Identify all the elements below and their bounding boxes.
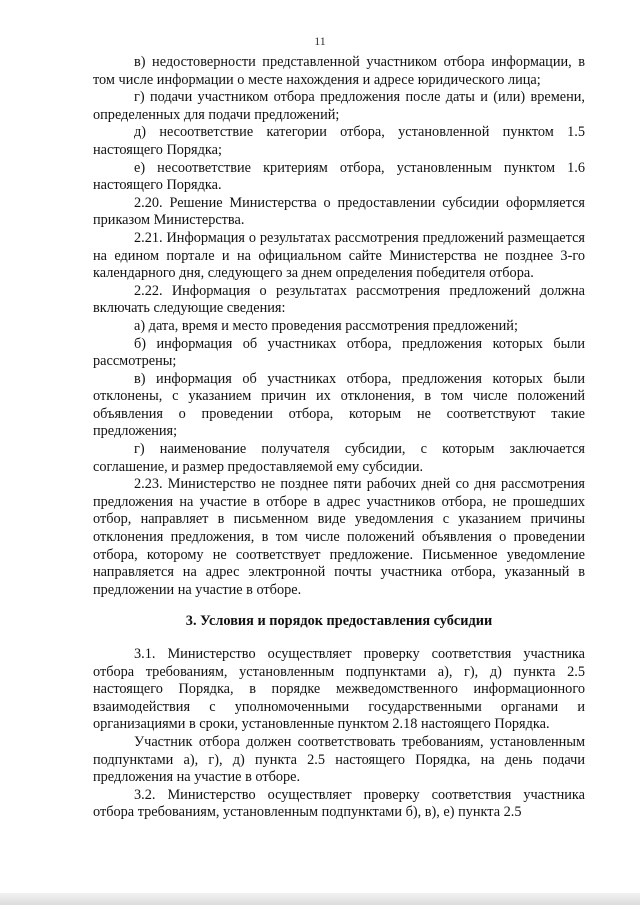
document-body xyxy=(93,54,585,822)
paragraph-e-criteria-mismatch: е) несоответствие критериям отбора, установленным пунктом 1.6 настоящего Порядка. xyxy=(93,159,585,194)
scan-bottom-edge xyxy=(0,893,640,905)
paragraph-2-23: 2.23. Министерство не позднее пяти рабочих дней со дня рассмотрения предложения на участие в отборе в адрес участников отбора, не прошедших отбор, направляет в письменном виде уведомления с указанием причины отклонения предложения, в том числе положений объявления о проведении отбора, которому не соответствует предложение. Письменное уведомление направляется на адрес электронной почты участника отбора, указанный в предложении на участие в отборе. xyxy=(93,476,585,598)
paragraph-participant-requirements: Участник отбора должен соответствовать требованиям, установленным подпунктами а), г), д) пункта 2.5 настоящего Порядка, на день подачи предложения на участие в отборе. xyxy=(93,733,585,786)
paragraph-3-1: 3.1. Министерство осуществляет проверку соответствия участника отбора требованиям, установленным подпунктами а), г), д) пункта 2.5 настоящего Порядка, в порядке межведомственного информационного взаимодействия с уполномоченными государственными органами и организациями в сроки, установленные пунктом 2.18 настоящего Порядка. xyxy=(93,646,585,733)
paragraph-2-22-v: в) информация об участниках отбора, предложения которых были отклонены, с указанием причин их отклонения, в том числе положений объявления о проведении отбора, которым не соответствуют такие предложения; xyxy=(93,370,585,440)
paragraph-2-22-b: б) информация об участниках отбора, предложения которых были рассмотрены; xyxy=(93,335,585,370)
paragraph-d-category-mismatch: д) несоответствие категории отбора, установленной пунктом 1.5 настоящего Порядка; xyxy=(93,124,585,158)
page-number: 11 xyxy=(314,34,326,48)
paragraph-2-22-g: г) наименование получателя субсидии, с которым заключается соглашение, и размер предоставляемой ему субсидии. xyxy=(93,441,585,475)
paragraph-3-2: 3.2. Министерство осуществляет проверку соответствия участника отбора требованиям, установленным подпунктами б), в), е) пункта 2.5 xyxy=(93,786,585,821)
paragraph-2-21: 2.21. Информация о результатах рассмотрения предложений размещается на едином портале и на официальном сайте Министерства не позднее 3-го календарного дня, следующего за днем определения победителя отбора. xyxy=(93,229,585,282)
section-title: 3. Условия и порядок предоставления субсидии xyxy=(185,613,493,630)
paragraph-2-22: 2.22. Информация о результатах рассмотрения предложений должна включать следующие сведения: xyxy=(93,282,585,317)
paragraph-g-late-submission: г) подачи участником отбора предложения после даты и (или) времени, определенных для подачи предложений; xyxy=(93,89,585,123)
paragraph-v-inaccuracy: в) недостоверности представленной участником отбора информации, в том числе информации о месте нахождения и адресе юридического лица; xyxy=(93,54,585,88)
paragraph-2-22-a: а) дата, время и место проведения рассмотрения предложений; xyxy=(134,317,518,334)
paragraph-2-20: 2.20. Решение Министерства о предоставлении субсидии оформляется приказом Министерства. xyxy=(93,194,585,229)
